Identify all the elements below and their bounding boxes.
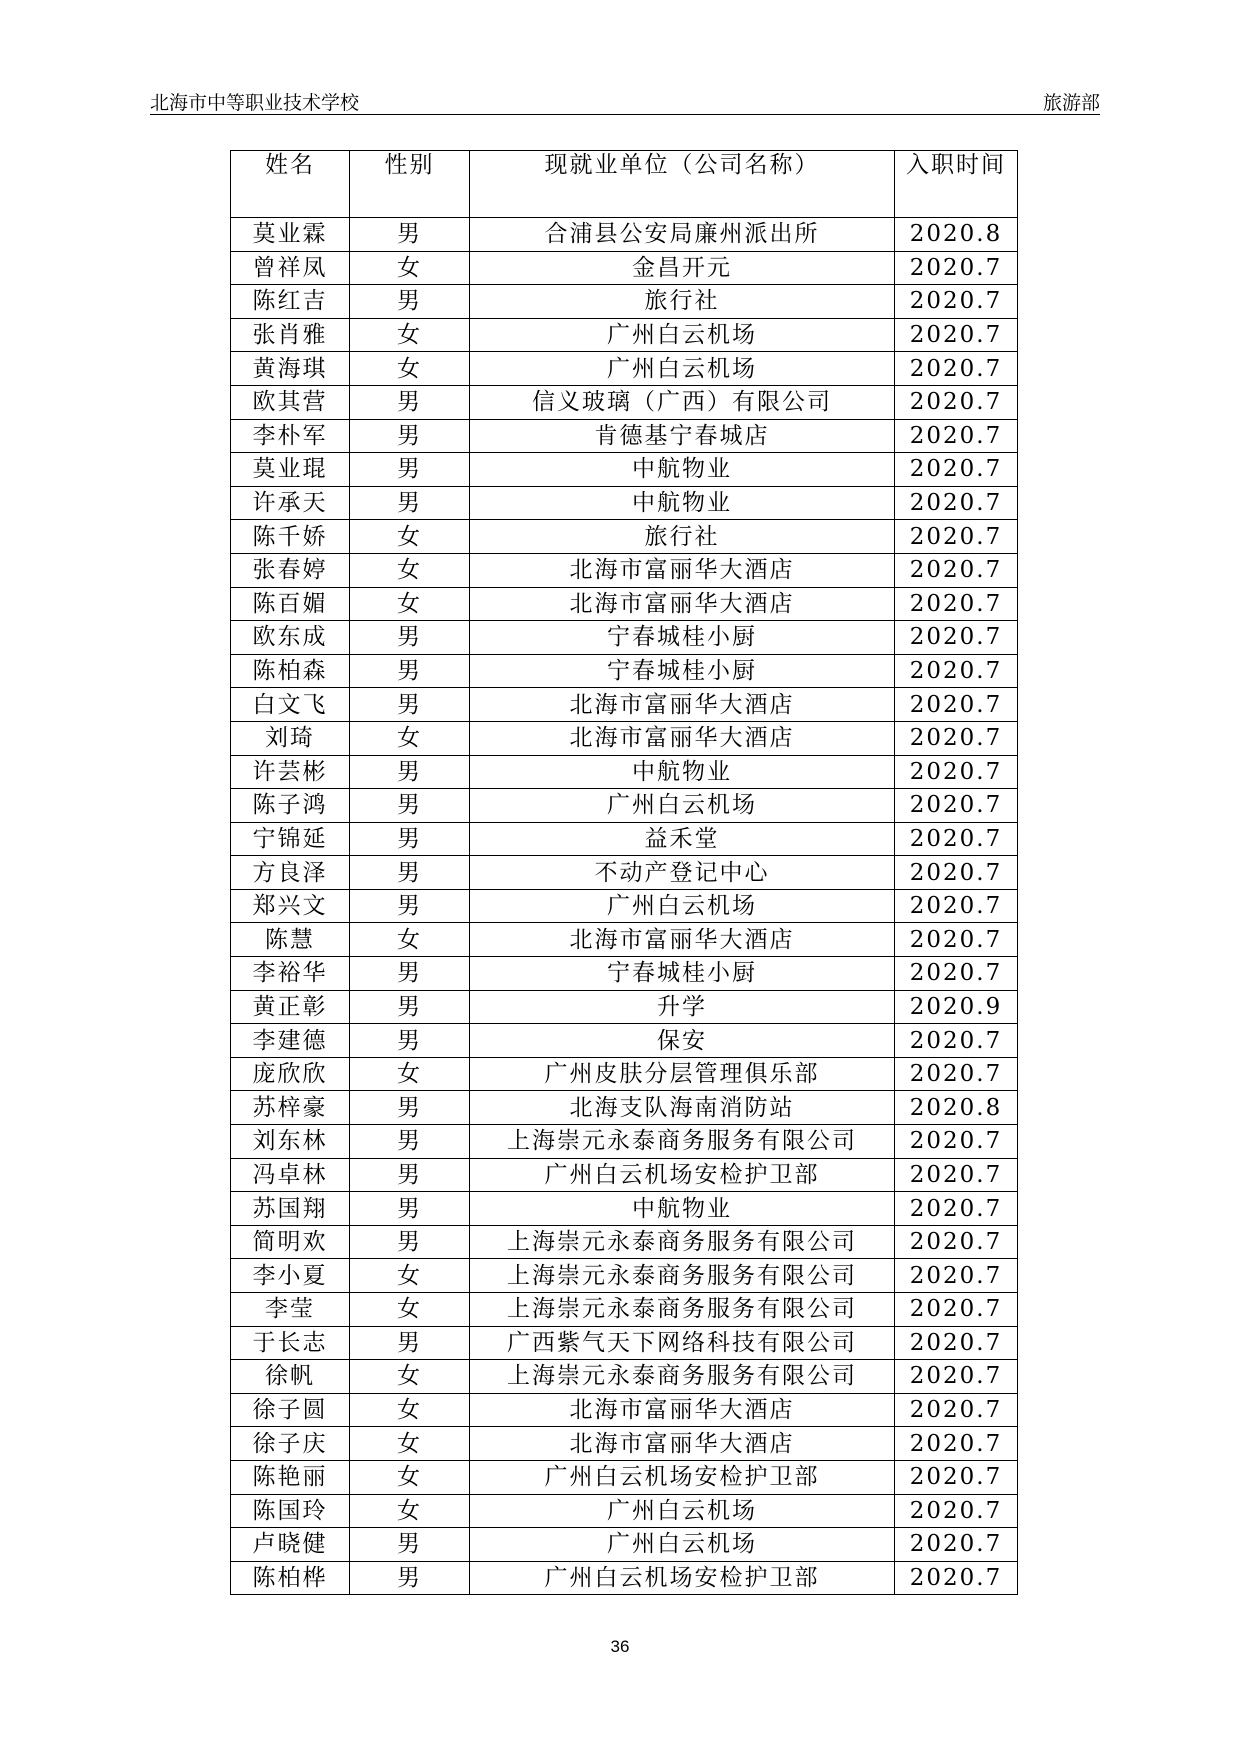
table-row xyxy=(231,318,1018,352)
table-row xyxy=(231,385,1018,419)
table-row xyxy=(231,1561,1018,1595)
gender-cell: 男 xyxy=(350,789,470,823)
table-row xyxy=(231,285,1018,319)
name-cell: 许承天 xyxy=(231,486,350,520)
start-date-cell: 2020.7 xyxy=(895,251,1018,285)
gender-cell: 男 xyxy=(350,856,470,890)
start-date-cell: 2020.7 xyxy=(895,1057,1018,1091)
name-cell: 徐子圆 xyxy=(231,1393,350,1427)
name-cell: 陈柏桦 xyxy=(231,1561,350,1595)
department-name: 旅游部 xyxy=(1042,92,1100,114)
company-cell: 北海支队海南消防站 xyxy=(470,1091,895,1125)
table-row xyxy=(231,587,1018,621)
name-cell: 陈千娇 xyxy=(231,520,350,554)
name-cell: 徐子庆 xyxy=(231,1427,350,1461)
company-cell: 广州白云机场安检护卫部 xyxy=(470,1158,895,1192)
start-date-cell: 2020.7 xyxy=(895,1125,1018,1159)
start-date-cell: 2020.7 xyxy=(895,352,1018,386)
gender-cell: 男 xyxy=(350,218,470,252)
gender-cell: 女 xyxy=(350,1259,470,1293)
name-cell: 欧其营 xyxy=(231,385,350,419)
gender-cell: 男 xyxy=(350,889,470,923)
table-row xyxy=(231,1326,1018,1360)
name-cell: 李小夏 xyxy=(231,1259,350,1293)
gender-cell: 男 xyxy=(350,486,470,520)
gender-cell: 女 xyxy=(350,1393,470,1427)
name-cell: 莫业琨 xyxy=(231,453,350,487)
gender-cell: 男 xyxy=(350,621,470,655)
company-cell: 上海崇元永泰商务服务有限公司 xyxy=(470,1125,895,1159)
table-row xyxy=(231,352,1018,386)
name-cell: 刘东林 xyxy=(231,1125,350,1159)
gender-cell: 女 xyxy=(350,318,470,352)
name-cell: 欧东成 xyxy=(231,621,350,655)
gender-cell: 男 xyxy=(350,990,470,1024)
name-cell: 李莹 xyxy=(231,1293,350,1327)
name-cell: 李朴军 xyxy=(231,419,350,453)
name-cell: 陈百媚 xyxy=(231,587,350,621)
name-cell: 白文飞 xyxy=(231,688,350,722)
gender-cell: 男 xyxy=(350,1091,470,1125)
table-row xyxy=(231,1225,1018,1259)
company-cell: 广州白云机场 xyxy=(470,789,895,823)
company-cell: 北海市富丽华大酒店 xyxy=(470,688,895,722)
start-date-cell: 2020.7 xyxy=(895,486,1018,520)
company-cell: 旅行社 xyxy=(470,520,895,554)
table-row xyxy=(231,621,1018,655)
company-cell: 不动产登记中心 xyxy=(470,856,895,890)
start-date-cell: 2020.7 xyxy=(895,889,1018,923)
company-cell: 合浦县公安局廉州派出所 xyxy=(470,218,895,252)
table-row xyxy=(231,923,1018,957)
name-cell: 黄正彰 xyxy=(231,990,350,1024)
start-date-cell: 2020.7 xyxy=(895,285,1018,319)
name-cell: 黄海琪 xyxy=(231,352,350,386)
table-row xyxy=(231,486,1018,520)
gender-cell: 女 xyxy=(350,1427,470,1461)
table-row xyxy=(231,789,1018,823)
column-header-gender: 性别 xyxy=(350,151,470,218)
start-date-cell: 2020.7 xyxy=(895,1024,1018,1058)
name-cell: 李裕华 xyxy=(231,957,350,991)
name-cell: 徐帆 xyxy=(231,1360,350,1394)
table-row xyxy=(231,1427,1018,1461)
table-row xyxy=(231,1528,1018,1562)
company-cell: 升学 xyxy=(470,990,895,1024)
gender-cell: 男 xyxy=(350,419,470,453)
start-date-cell: 2020.7 xyxy=(895,587,1018,621)
gender-cell: 男 xyxy=(350,688,470,722)
name-cell: 简明欢 xyxy=(231,1225,350,1259)
table-row xyxy=(231,654,1018,688)
start-date-cell: 2020.7 xyxy=(895,1460,1018,1494)
gender-cell: 女 xyxy=(350,1360,470,1394)
page-header xyxy=(150,84,1100,115)
name-cell: 刘琦 xyxy=(231,721,350,755)
start-date-cell: 2020.7 xyxy=(895,1360,1018,1394)
table-row xyxy=(231,688,1018,722)
table-row xyxy=(231,520,1018,554)
company-cell: 金昌开元 xyxy=(470,251,895,285)
start-date-cell: 2020.8 xyxy=(895,1091,1018,1125)
table-row xyxy=(231,1091,1018,1125)
table-row xyxy=(231,755,1018,789)
name-cell: 张春婷 xyxy=(231,553,350,587)
start-date-cell: 2020.7 xyxy=(895,1494,1018,1528)
gender-cell: 女 xyxy=(350,1460,470,1494)
company-cell: 广州白云机场 xyxy=(470,318,895,352)
start-date-cell: 2020.7 xyxy=(895,1326,1018,1360)
company-cell: 广州白云机场安检护卫部 xyxy=(470,1561,895,1595)
start-date-cell: 2020.7 xyxy=(895,1427,1018,1461)
company-cell: 广州白云机场 xyxy=(470,889,895,923)
name-cell: 郑兴文 xyxy=(231,889,350,923)
column-header-start-date: 入职时间 xyxy=(895,151,1018,218)
table-row xyxy=(231,1393,1018,1427)
table-row xyxy=(231,553,1018,587)
start-date-cell: 2020.7 xyxy=(895,856,1018,890)
gender-cell: 男 xyxy=(350,453,470,487)
gender-cell: 男 xyxy=(350,822,470,856)
company-cell: 广州皮肤分层管理俱乐部 xyxy=(470,1057,895,1091)
company-cell: 广州白云机场 xyxy=(470,352,895,386)
company-cell: 保安 xyxy=(470,1024,895,1058)
page-number: 36 xyxy=(610,1637,630,1656)
start-date-cell: 2020.7 xyxy=(895,1225,1018,1259)
employment-table xyxy=(230,150,1018,1595)
gender-cell: 女 xyxy=(350,1057,470,1091)
name-cell: 陈艳丽 xyxy=(231,1460,350,1494)
gender-cell: 女 xyxy=(350,251,470,285)
company-cell: 北海市富丽华大酒店 xyxy=(470,553,895,587)
name-cell: 陈柏森 xyxy=(231,654,350,688)
name-cell: 苏国翔 xyxy=(231,1192,350,1226)
table-row xyxy=(231,419,1018,453)
company-cell: 宁春城桂小厨 xyxy=(470,654,895,688)
name-cell: 宁锦延 xyxy=(231,822,350,856)
gender-cell: 男 xyxy=(350,1225,470,1259)
name-cell: 卢晓健 xyxy=(231,1528,350,1562)
start-date-cell: 2020.7 xyxy=(895,520,1018,554)
gender-cell: 女 xyxy=(350,587,470,621)
start-date-cell: 2020.7 xyxy=(895,755,1018,789)
company-cell: 北海市富丽华大酒店 xyxy=(470,1427,895,1461)
gender-cell: 女 xyxy=(350,721,470,755)
company-cell: 中航物业 xyxy=(470,755,895,789)
start-date-cell: 2020.7 xyxy=(895,1259,1018,1293)
company-cell: 北海市富丽华大酒店 xyxy=(470,721,895,755)
start-date-cell: 2020.7 xyxy=(895,957,1018,991)
start-date-cell: 2020.7 xyxy=(895,419,1018,453)
table-row xyxy=(231,856,1018,890)
company-cell: 广西紫气天下网络科技有限公司 xyxy=(470,1326,895,1360)
company-cell: 北海市富丽华大酒店 xyxy=(470,587,895,621)
name-cell: 方良泽 xyxy=(231,856,350,890)
company-cell: 北海市富丽华大酒店 xyxy=(470,1393,895,1427)
company-cell: 肯德基宁春城店 xyxy=(470,419,895,453)
start-date-cell: 2020.7 xyxy=(895,621,1018,655)
gender-cell: 男 xyxy=(350,1192,470,1226)
name-cell: 于长志 xyxy=(231,1326,350,1360)
start-date-cell: 2020.7 xyxy=(895,385,1018,419)
start-date-cell: 2020.7 xyxy=(895,553,1018,587)
start-date-cell: 2020.7 xyxy=(895,688,1018,722)
gender-cell: 男 xyxy=(350,654,470,688)
table-row xyxy=(231,889,1018,923)
gender-cell: 女 xyxy=(350,520,470,554)
company-cell: 中航物业 xyxy=(470,486,895,520)
start-date-cell: 2020.7 xyxy=(895,318,1018,352)
name-cell: 张肖雅 xyxy=(231,318,350,352)
name-cell: 曾祥凤 xyxy=(231,251,350,285)
name-cell: 苏梓豪 xyxy=(231,1091,350,1125)
start-date-cell: 2020.7 xyxy=(895,654,1018,688)
gender-cell: 女 xyxy=(350,1494,470,1528)
school-name: 北海市中等职业技术学校 xyxy=(150,92,360,114)
name-cell: 陈子鸿 xyxy=(231,789,350,823)
table-row xyxy=(231,1158,1018,1192)
table-row xyxy=(231,957,1018,991)
start-date-cell: 2020.7 xyxy=(895,789,1018,823)
gender-cell: 男 xyxy=(350,285,470,319)
company-cell: 上海崇元永泰商务服务有限公司 xyxy=(470,1225,895,1259)
name-cell: 庞欣欣 xyxy=(231,1057,350,1091)
company-cell: 广州白云机场安检护卫部 xyxy=(470,1460,895,1494)
table-row xyxy=(231,1024,1018,1058)
start-date-cell: 2020.7 xyxy=(895,1293,1018,1327)
start-date-cell: 2020.7 xyxy=(895,1192,1018,1226)
gender-cell: 男 xyxy=(350,1528,470,1562)
table-row xyxy=(231,1293,1018,1327)
start-date-cell: 2020.7 xyxy=(895,1561,1018,1595)
table-header-row xyxy=(231,151,1018,218)
company-cell: 中航物业 xyxy=(470,1192,895,1226)
gender-cell: 男 xyxy=(350,1125,470,1159)
start-date-cell: 2020.7 xyxy=(895,923,1018,957)
company-cell: 上海崇元永泰商务服务有限公司 xyxy=(470,1259,895,1293)
gender-cell: 男 xyxy=(350,1158,470,1192)
column-header-company: 现就业单位（公司名称） xyxy=(470,151,895,218)
table-row xyxy=(231,1057,1018,1091)
gender-cell: 女 xyxy=(350,553,470,587)
table-row xyxy=(231,251,1018,285)
company-cell: 信义玻璃（广西）有限公司 xyxy=(470,385,895,419)
company-cell: 上海崇元永泰商务服务有限公司 xyxy=(470,1360,895,1394)
gender-cell: 男 xyxy=(350,1561,470,1595)
name-cell: 莫业霖 xyxy=(231,218,350,252)
gender-cell: 男 xyxy=(350,1326,470,1360)
table-row xyxy=(231,453,1018,487)
company-cell: 广州白云机场 xyxy=(470,1528,895,1562)
gender-cell: 男 xyxy=(350,1024,470,1058)
name-cell: 冯卓林 xyxy=(231,1158,350,1192)
table-row xyxy=(231,1259,1018,1293)
name-cell: 陈国玲 xyxy=(231,1494,350,1528)
company-cell: 北海市富丽华大酒店 xyxy=(470,923,895,957)
company-cell: 宁春城桂小厨 xyxy=(470,957,895,991)
table-row xyxy=(231,822,1018,856)
start-date-cell: 2020.7 xyxy=(895,1393,1018,1427)
company-cell: 旅行社 xyxy=(470,285,895,319)
table-row xyxy=(231,1125,1018,1159)
table-row xyxy=(231,1192,1018,1226)
name-cell: 李建德 xyxy=(231,1024,350,1058)
company-cell: 上海崇元永泰商务服务有限公司 xyxy=(470,1293,895,1327)
company-cell: 益禾堂 xyxy=(470,822,895,856)
table-row xyxy=(231,721,1018,755)
gender-cell: 男 xyxy=(350,957,470,991)
company-cell: 宁春城桂小厨 xyxy=(470,621,895,655)
start-date-cell: 2020.7 xyxy=(895,453,1018,487)
company-cell: 广州白云机场 xyxy=(470,1494,895,1528)
start-date-cell: 2020.7 xyxy=(895,721,1018,755)
gender-cell: 男 xyxy=(350,755,470,789)
start-date-cell: 2020.7 xyxy=(895,822,1018,856)
start-date-cell: 2020.9 xyxy=(895,990,1018,1024)
table-row xyxy=(231,990,1018,1024)
company-cell: 中航物业 xyxy=(470,453,895,487)
table-row xyxy=(231,1494,1018,1528)
table-body xyxy=(231,218,1018,1595)
start-date-cell: 2020.8 xyxy=(895,218,1018,252)
gender-cell: 女 xyxy=(350,923,470,957)
start-date-cell: 2020.7 xyxy=(895,1528,1018,1562)
name-cell: 陈慧 xyxy=(231,923,350,957)
gender-cell: 男 xyxy=(350,385,470,419)
table-row xyxy=(231,1460,1018,1494)
gender-cell: 女 xyxy=(350,352,470,386)
start-date-cell: 2020.7 xyxy=(895,1158,1018,1192)
column-header-name: 姓名 xyxy=(231,151,350,218)
table-row xyxy=(231,1360,1018,1394)
name-cell: 许芸彬 xyxy=(231,755,350,789)
gender-cell: 女 xyxy=(350,1293,470,1327)
table-row xyxy=(231,218,1018,252)
name-cell: 陈红吉 xyxy=(231,285,350,319)
